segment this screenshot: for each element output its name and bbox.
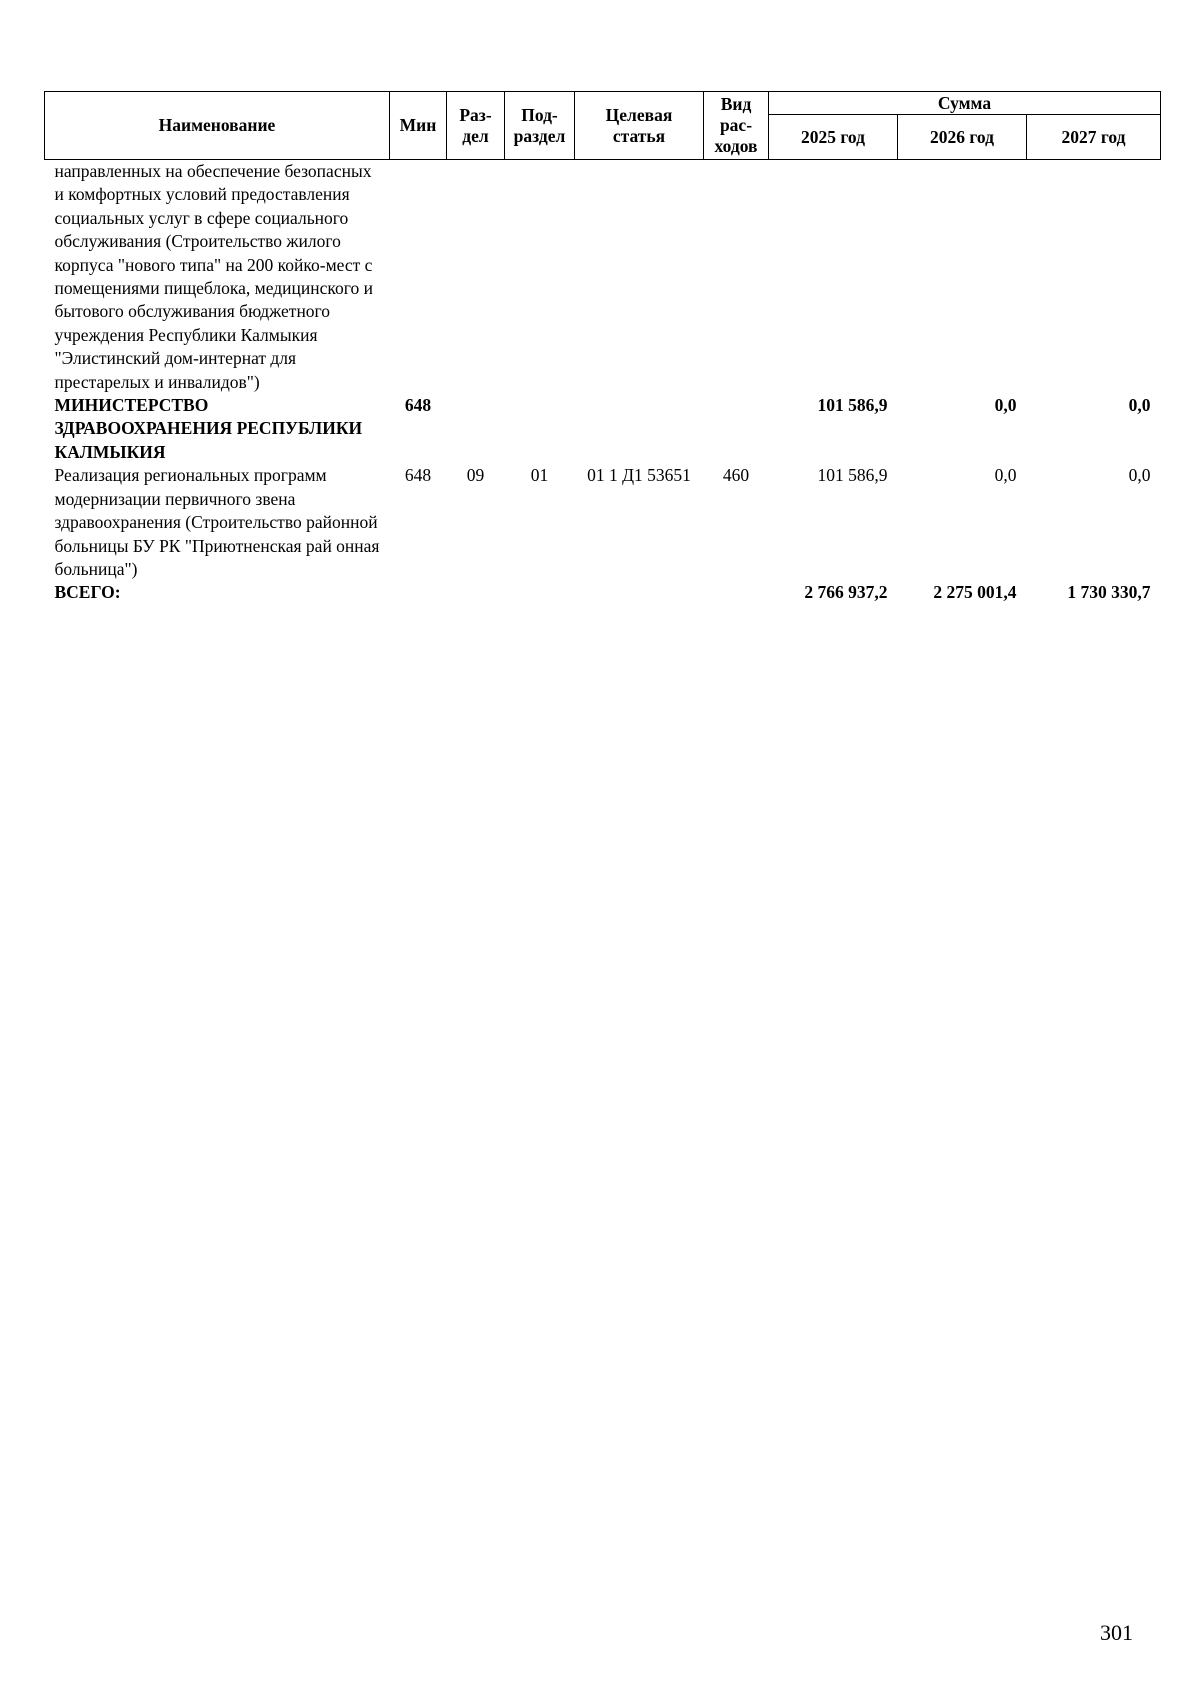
row-vid — [704, 394, 769, 464]
row-vid — [704, 581, 769, 604]
row-y2025: 101 586,9 — [817, 395, 888, 416]
row-vid — [704, 160, 769, 395]
row-min — [390, 581, 447, 604]
row-target — [575, 160, 704, 395]
row-y2027: 1 730 330,7 — [1067, 582, 1151, 603]
header-target-line1: Целевая — [605, 104, 673, 125]
row-y2026: 0,0 — [994, 465, 1017, 486]
row-razdel — [447, 160, 505, 395]
row-podrazdel — [505, 394, 575, 464]
row-razdel — [447, 581, 505, 604]
header-min — [390, 92, 447, 160]
header-year-2025-label: 2025 год — [801, 126, 865, 147]
row-y2026 — [898, 160, 1027, 395]
row-y2027: 0,0 — [1128, 465, 1151, 486]
row-target: 01 1 Д1 53651 — [587, 465, 691, 486]
row-podrazdel: 01 — [530, 465, 549, 486]
row-y2026: 2 275 001,4 — [933, 582, 1017, 603]
row-y2025 — [769, 160, 898, 395]
table-row-total — [45, 581, 1161, 604]
table-header — [45, 92, 1161, 160]
row-target — [575, 581, 704, 604]
header-vid-line2: рас- — [719, 115, 753, 135]
header-year-2027 — [1027, 115, 1161, 160]
header-year-2025 — [769, 115, 898, 160]
row-min — [390, 160, 447, 395]
header-target-line2: статья — [612, 125, 666, 146]
header-podrazdel-line2: раздел — [513, 125, 566, 146]
header-razdel-line2: дел — [462, 125, 489, 146]
row-name: направленных на обеспечение безопасных и комфортных условий предоставления социальных услуг в сфере социального обслуживания (Строительство жилого корпуса "нового типа" на 200 койко-мест с помещениями пищеблока, медицинского и бытового обслуживания бюджетного учреждения Республики Калмыкия "Элистинский дом-интернат для престарелых и инвалидов") — [54, 161, 373, 392]
row-name: ВСЕГО: — [54, 582, 121, 603]
row-y2027: 0,0 — [1128, 395, 1151, 416]
row-name: Реализация региональных программ модернизации первичного звена здравоохранения (Строительство районной больницы БУ РК "Приютненская рай онная больница") — [54, 465, 380, 579]
budget-table-container — [44, 91, 1160, 605]
table-row — [45, 160, 1161, 395]
row-razdel: 09 — [466, 465, 485, 486]
table-row — [45, 464, 1161, 581]
header-razdel — [447, 92, 505, 160]
header-podrazdel — [505, 92, 575, 160]
header-razdel-line1: Раз- — [459, 104, 492, 125]
header-vid-line1: Вид — [720, 94, 752, 114]
row-y2025: 101 586,9 — [817, 465, 888, 486]
header-podrazdel-line1: Под- — [521, 104, 558, 125]
row-y2026: 0,0 — [994, 395, 1017, 416]
row-y2025: 2 766 937,2 — [804, 582, 888, 603]
header-vid — [704, 92, 769, 160]
row-name: МИНИСТЕРСТВО ЗДРАВООХРАНЕНИЯ РЕСПУБЛИКИ КАЛМЫКИЯ — [54, 395, 363, 462]
page-number: 301 — [1100, 1620, 1133, 1645]
row-y2027 — [1027, 160, 1161, 395]
header-vid-line3: ходов — [714, 136, 758, 156]
row-razdel — [447, 394, 505, 464]
row-vid: 460 — [722, 465, 750, 486]
header-name — [45, 92, 390, 160]
budget-table — [44, 91, 1161, 605]
row-target — [575, 394, 704, 464]
row-podrazdel — [505, 160, 575, 395]
row-min: 648 — [404, 465, 432, 486]
header-year-2026 — [898, 115, 1027, 160]
header-summa-label: Сумма — [937, 92, 992, 113]
header-target — [575, 92, 704, 160]
row-min: 648 — [404, 395, 432, 416]
row-podrazdel — [505, 581, 575, 604]
table-body — [45, 160, 1161, 605]
table-row — [45, 394, 1161, 464]
header-year-2027-label: 2027 год — [1061, 126, 1126, 147]
header-summa — [769, 92, 1161, 115]
header-year-2026-label: 2026 год — [930, 126, 994, 147]
header-name-label: Наименование — [158, 115, 276, 135]
header-min-label: Мин — [399, 115, 437, 135]
